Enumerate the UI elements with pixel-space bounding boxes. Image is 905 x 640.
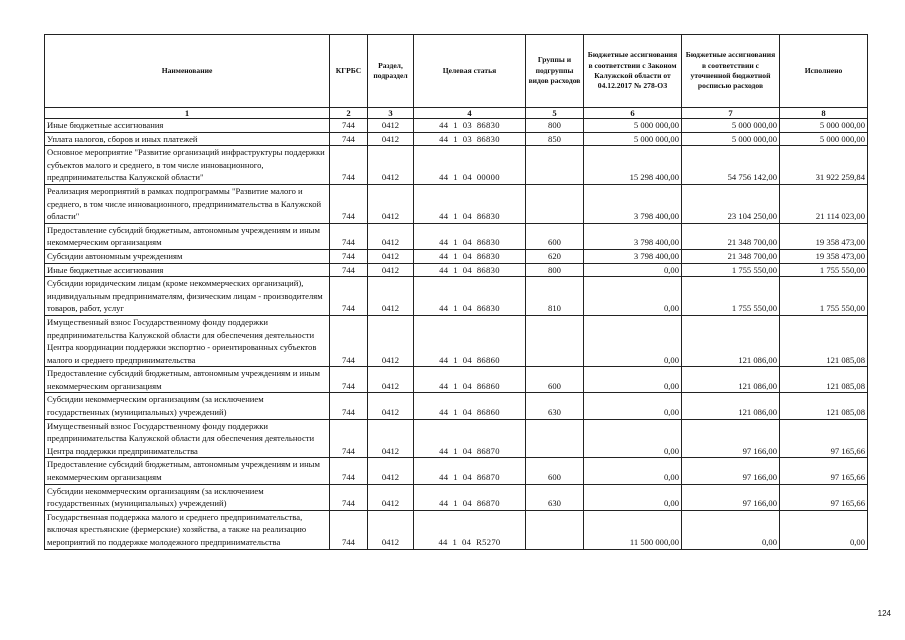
row-ktrbs-cell: 744 bbox=[330, 419, 368, 458]
row-name-cell: Имущественный взнос Государственному фонду поддержки предпринимательства Калужской области для обеспечения деятельности Центра координации поддержки экспортно - ориентированных субъектов малого и среднего предпринимательства bbox=[45, 315, 330, 366]
row-name-cell: Государственная поддержка малого и среднего предпринимательства, включая крестьянские (фермерские) хозяйства, а также на реализацию мероприятий по поддержке молодежного предпринимательства bbox=[45, 510, 330, 549]
row-name-cell: Основное мероприятие "Развитие организаций инфраструктуры поддержки субъектов малого и среднего, в том числе инновационного, предпринимательства Калужской области" bbox=[45, 146, 330, 185]
row-name-cell: Предоставление субсидий бюджетным, автономным учреждениям и иным некоммерческим организациям bbox=[45, 458, 330, 484]
row-ktrbs-cell: 744 bbox=[330, 510, 368, 549]
row-expense-group-cell: 850 bbox=[526, 132, 584, 146]
row-target-article-cell: 44 1 04 00000 bbox=[414, 146, 526, 185]
row-executed-cell: 21 114 023,00 bbox=[780, 184, 868, 223]
row-name-cell: Субсидии юридическим лицам (кроме некоммерческих организаций), индивидуальным предпринимателям, физическим лицам - производителям товаров, работ, услуг bbox=[45, 277, 330, 316]
row-law-allocation-cell: 0,00 bbox=[584, 315, 682, 366]
row-target-article-cell: 44 1 04 86870 bbox=[414, 419, 526, 458]
table-row bbox=[45, 393, 868, 419]
row-target-article-cell: 44 1 04 86860 bbox=[414, 393, 526, 419]
row-name-cell: Субсидии некоммерческим организациям (за исключением государственных (муниципальных) учреждений) bbox=[45, 393, 330, 419]
row-name-cell: Субсидии автономным учреждениям bbox=[45, 249, 330, 263]
header-section: Раздел, подраздел bbox=[368, 35, 414, 108]
row-executed-cell: 97 165,66 bbox=[780, 419, 868, 458]
table-row bbox=[45, 510, 868, 549]
row-expense-group-cell: 810 bbox=[526, 277, 584, 316]
row-ktrbs-cell: 744 bbox=[330, 484, 368, 510]
row-refined-allocation-cell: 121 086,00 bbox=[682, 367, 780, 393]
table-header-row bbox=[45, 35, 868, 108]
row-ktrbs-cell: 744 bbox=[330, 393, 368, 419]
table-row bbox=[45, 277, 868, 316]
row-name-cell: Предоставление субсидий бюджетным, автономным учреждениям и иным некоммерческим организациям bbox=[45, 223, 330, 249]
row-executed-cell: 5 000 000,00 bbox=[780, 119, 868, 133]
row-executed-cell: 5 000 000,00 bbox=[780, 132, 868, 146]
row-name-cell: Иные бюджетные ассигнования bbox=[45, 119, 330, 133]
table-row bbox=[45, 484, 868, 510]
row-executed-cell: 121 085,08 bbox=[780, 315, 868, 366]
row-law-allocation-cell: 0,00 bbox=[584, 419, 682, 458]
row-section-cell: 0412 bbox=[368, 223, 414, 249]
row-refined-allocation-cell: 21 348 700,00 bbox=[682, 223, 780, 249]
row-section-cell: 0412 bbox=[368, 315, 414, 366]
table-row bbox=[45, 263, 868, 277]
row-law-allocation-cell: 0,00 bbox=[584, 277, 682, 316]
row-law-allocation-cell: 11 500 000,00 bbox=[584, 510, 682, 549]
row-section-cell: 0412 bbox=[368, 419, 414, 458]
budget-execution-table bbox=[44, 34, 868, 550]
row-executed-cell: 0,00 bbox=[780, 510, 868, 549]
table-row bbox=[45, 223, 868, 249]
row-expense-group-cell: 630 bbox=[526, 393, 584, 419]
row-target-article-cell: 44 1 04 86870 bbox=[414, 484, 526, 510]
row-executed-cell: 121 085,08 bbox=[780, 393, 868, 419]
table-row bbox=[45, 249, 868, 263]
row-ktrbs-cell: 744 bbox=[330, 119, 368, 133]
row-section-cell: 0412 bbox=[368, 119, 414, 133]
table-row bbox=[45, 146, 868, 185]
row-target-article-cell: 44 1 04 86830 bbox=[414, 223, 526, 249]
row-section-cell: 0412 bbox=[368, 510, 414, 549]
row-ktrbs-cell: 744 bbox=[330, 263, 368, 277]
row-law-allocation-cell: 0,00 bbox=[584, 367, 682, 393]
row-law-allocation-cell: 3 798 400,00 bbox=[584, 184, 682, 223]
row-target-article-cell: 44 1 04 R5270 bbox=[414, 510, 526, 549]
header-target-article: Целевая статья bbox=[414, 35, 526, 108]
row-expense-group-cell: 600 bbox=[526, 223, 584, 249]
column-number: 6 bbox=[584, 108, 682, 119]
row-target-article-cell: 44 1 04 86830 bbox=[414, 277, 526, 316]
header-expense-groups: Группы и подгруппы видов расходов bbox=[526, 35, 584, 108]
row-law-allocation-cell: 0,00 bbox=[584, 263, 682, 277]
row-expense-group-cell bbox=[526, 315, 584, 366]
table-row bbox=[45, 132, 868, 146]
row-expense-group-cell bbox=[526, 146, 584, 185]
header-ktrbs: КГРБС bbox=[330, 35, 368, 108]
row-target-article-cell: 44 1 03 86830 bbox=[414, 132, 526, 146]
row-expense-group-cell: 600 bbox=[526, 458, 584, 484]
row-expense-group-cell bbox=[526, 510, 584, 549]
header-refined-allocations: Бюджетные ассигнования в соответствии с уточненной бюджетной росписью расходов bbox=[682, 35, 780, 108]
row-law-allocation-cell: 0,00 bbox=[584, 458, 682, 484]
row-section-cell: 0412 bbox=[368, 184, 414, 223]
page-number: 124 bbox=[877, 609, 891, 618]
column-number: 4 bbox=[414, 108, 526, 119]
row-refined-allocation-cell: 5 000 000,00 bbox=[682, 119, 780, 133]
row-refined-allocation-cell: 0,00 bbox=[682, 510, 780, 549]
row-ktrbs-cell: 744 bbox=[330, 458, 368, 484]
table-row bbox=[45, 458, 868, 484]
row-executed-cell: 31 922 259,84 bbox=[780, 146, 868, 185]
row-ktrbs-cell: 744 bbox=[330, 184, 368, 223]
row-expense-group-cell: 600 bbox=[526, 367, 584, 393]
row-executed-cell: 1 755 550,00 bbox=[780, 277, 868, 316]
table-row bbox=[45, 315, 868, 366]
column-number: 7 bbox=[682, 108, 780, 119]
row-ktrbs-cell: 744 bbox=[330, 367, 368, 393]
row-target-article-cell: 44 1 03 86830 bbox=[414, 119, 526, 133]
row-law-allocation-cell: 5 000 000,00 bbox=[584, 119, 682, 133]
row-target-article-cell: 44 1 04 86830 bbox=[414, 263, 526, 277]
row-law-allocation-cell: 5 000 000,00 bbox=[584, 132, 682, 146]
row-ktrbs-cell: 744 bbox=[330, 132, 368, 146]
row-ktrbs-cell: 744 bbox=[330, 249, 368, 263]
column-number: 5 bbox=[526, 108, 584, 119]
row-executed-cell: 121 085,08 bbox=[780, 367, 868, 393]
row-expense-group-cell: 620 bbox=[526, 249, 584, 263]
column-number-row bbox=[45, 108, 868, 119]
row-refined-allocation-cell: 54 756 142,00 bbox=[682, 146, 780, 185]
row-law-allocation-cell: 0,00 bbox=[584, 393, 682, 419]
row-expense-group-cell bbox=[526, 184, 584, 223]
row-section-cell: 0412 bbox=[368, 263, 414, 277]
header-law-allocations: Бюджетные ассигнования в соответствии с Законом Калужской области от 04.12.2017 № 278-ОЗ bbox=[584, 35, 682, 108]
table-body bbox=[45, 119, 868, 550]
table-row bbox=[45, 119, 868, 133]
row-section-cell: 0412 bbox=[368, 146, 414, 185]
table-row bbox=[45, 367, 868, 393]
table-row bbox=[45, 419, 868, 458]
row-refined-allocation-cell: 1 755 550,00 bbox=[682, 263, 780, 277]
row-refined-allocation-cell: 121 086,00 bbox=[682, 393, 780, 419]
row-target-article-cell: 44 1 04 86870 bbox=[414, 458, 526, 484]
row-refined-allocation-cell: 121 086,00 bbox=[682, 315, 780, 366]
row-target-article-cell: 44 1 04 86830 bbox=[414, 184, 526, 223]
row-ktrbs-cell: 744 bbox=[330, 146, 368, 185]
row-refined-allocation-cell: 97 166,00 bbox=[682, 484, 780, 510]
row-section-cell: 0412 bbox=[368, 484, 414, 510]
row-section-cell: 0412 bbox=[368, 367, 414, 393]
row-section-cell: 0412 bbox=[368, 249, 414, 263]
header-name: Наименование bbox=[45, 35, 330, 108]
row-law-allocation-cell: 3 798 400,00 bbox=[584, 223, 682, 249]
row-target-article-cell: 44 1 04 86860 bbox=[414, 315, 526, 366]
row-target-article-cell: 44 1 04 86860 bbox=[414, 367, 526, 393]
row-executed-cell: 19 358 473,00 bbox=[780, 223, 868, 249]
row-expense-group-cell: 630 bbox=[526, 484, 584, 510]
row-executed-cell: 19 358 473,00 bbox=[780, 249, 868, 263]
row-ktrbs-cell: 744 bbox=[330, 315, 368, 366]
row-section-cell: 0412 bbox=[368, 393, 414, 419]
row-refined-allocation-cell: 23 104 250,00 bbox=[682, 184, 780, 223]
row-expense-group-cell: 800 bbox=[526, 119, 584, 133]
row-refined-allocation-cell: 21 348 700,00 bbox=[682, 249, 780, 263]
row-expense-group-cell: 800 bbox=[526, 263, 584, 277]
row-refined-allocation-cell: 97 166,00 bbox=[682, 419, 780, 458]
table-row bbox=[45, 184, 868, 223]
column-number: 1 bbox=[45, 108, 330, 119]
row-executed-cell: 1 755 550,00 bbox=[780, 263, 868, 277]
row-law-allocation-cell: 3 798 400,00 bbox=[584, 249, 682, 263]
row-expense-group-cell bbox=[526, 419, 584, 458]
row-refined-allocation-cell: 5 000 000,00 bbox=[682, 132, 780, 146]
row-name-cell: Иные бюджетные ассигнования bbox=[45, 263, 330, 277]
row-name-cell: Реализация мероприятий в рамках подпрограммы "Развитие малого и среднего, в том числе инновационного, предпринимательства в Калужской области" bbox=[45, 184, 330, 223]
row-name-cell: Предоставление субсидий бюджетным, автономным учреждениям и иным некоммерческим организациям bbox=[45, 367, 330, 393]
column-number: 3 bbox=[368, 108, 414, 119]
row-law-allocation-cell: 15 298 400,00 bbox=[584, 146, 682, 185]
row-section-cell: 0412 bbox=[368, 132, 414, 146]
row-refined-allocation-cell: 1 755 550,00 bbox=[682, 277, 780, 316]
row-law-allocation-cell: 0,00 bbox=[584, 484, 682, 510]
row-executed-cell: 97 165,66 bbox=[780, 458, 868, 484]
column-number: 8 bbox=[780, 108, 868, 119]
row-name-cell: Субсидии некоммерческим организациям (за исключением государственных (муниципальных) учреждений) bbox=[45, 484, 330, 510]
row-name-cell: Имущественный взнос Государственному фонду поддержки предпринимательства Калужской области для обеспечения деятельности Центра поддержки предпринимательства bbox=[45, 419, 330, 458]
row-refined-allocation-cell: 97 166,00 bbox=[682, 458, 780, 484]
row-executed-cell: 97 165,66 bbox=[780, 484, 868, 510]
row-ktrbs-cell: 744 bbox=[330, 277, 368, 316]
row-section-cell: 0412 bbox=[368, 458, 414, 484]
row-target-article-cell: 44 1 04 86830 bbox=[414, 249, 526, 263]
header-executed: Исполнено bbox=[780, 35, 868, 108]
row-name-cell: Уплата налогов, сборов и иных платежей bbox=[45, 132, 330, 146]
column-number: 2 bbox=[330, 108, 368, 119]
row-ktrbs-cell: 744 bbox=[330, 223, 368, 249]
row-section-cell: 0412 bbox=[368, 277, 414, 316]
